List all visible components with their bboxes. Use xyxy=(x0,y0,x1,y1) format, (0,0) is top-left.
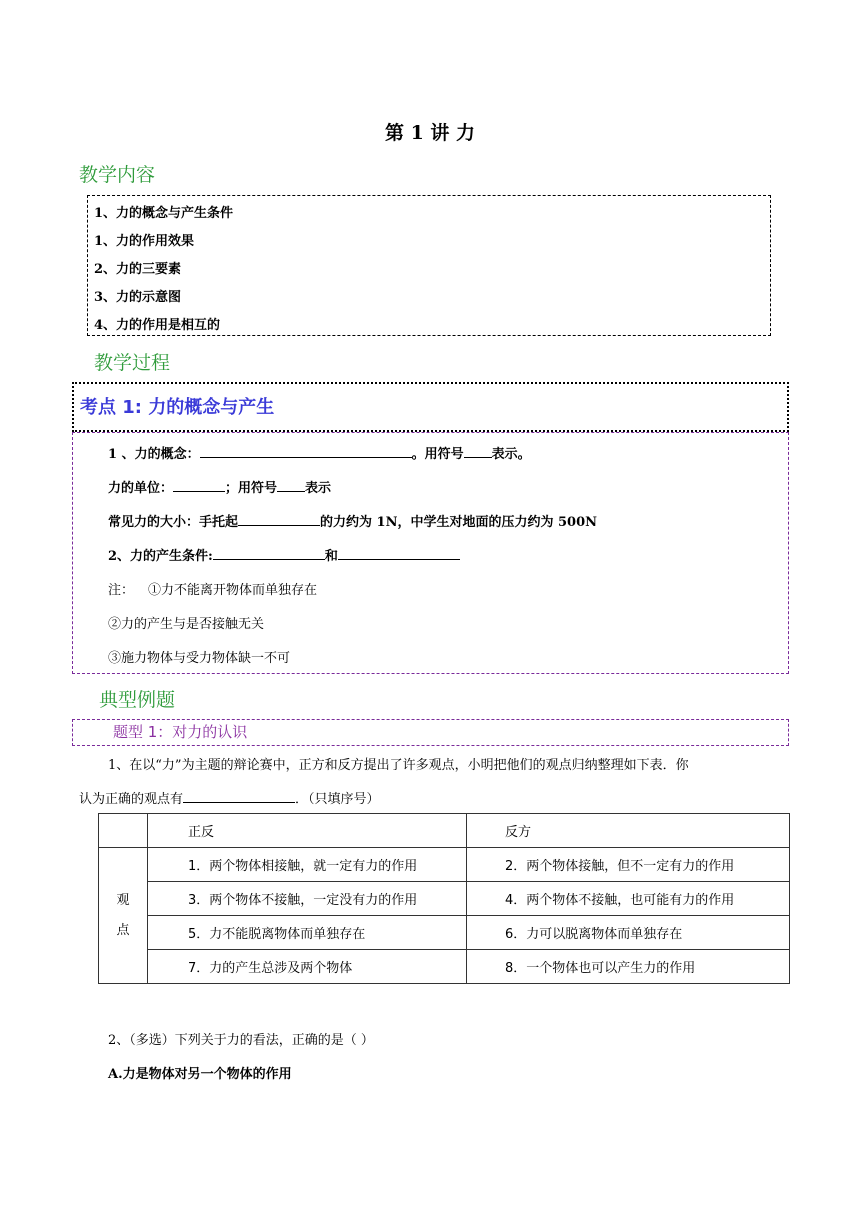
blank-unit-symbol xyxy=(277,477,305,492)
table-header-row xyxy=(99,814,790,848)
content-item: 3、力的示意图 xyxy=(94,290,182,305)
page-title: 第 1 讲 力 xyxy=(384,122,476,144)
content-list-box xyxy=(87,195,771,336)
blank-concept xyxy=(200,443,412,458)
example-type-box xyxy=(72,719,789,746)
table-row xyxy=(99,916,790,950)
table-row xyxy=(99,950,790,984)
note-2: ②力的产生与是否接触无关 xyxy=(108,617,265,632)
concept-line xyxy=(108,443,531,462)
question-1-line-2 xyxy=(79,788,380,807)
concept-label: 1 、力的概念： xyxy=(108,447,200,462)
table-cell: 1．两个物体相接触，就一定有力的作用 xyxy=(148,848,467,882)
viewpoints-table xyxy=(98,813,790,984)
section-heading-content: 教学内容 xyxy=(79,164,156,186)
blank-answer xyxy=(183,788,295,803)
table-cell: 7．力的产生总涉及两个物体 xyxy=(148,950,467,984)
concept-symbol-label: 。用符号 xyxy=(411,447,464,462)
table-cell: 3．两个物体不接触，一定没有力的作用 xyxy=(148,882,467,916)
unit-suffix: 表示 xyxy=(305,481,332,496)
table-header-right: 反方 xyxy=(467,814,790,848)
question-1-line-1: 1、在以“力”为主题的辩论赛中，正方和反方提出了许多观点，小明把他们的观点归纳整理如下表．你 xyxy=(108,758,689,773)
unit-line xyxy=(108,477,331,496)
question-2: 2、（多选）下列关于力的看法，正确的是（ ） xyxy=(108,1033,374,1048)
blank-condition-1 xyxy=(213,545,325,560)
table-row xyxy=(99,882,790,916)
magnitude-line xyxy=(108,511,597,530)
kaodian-header-box xyxy=(72,382,789,432)
question-1-suffix: ．（只填序号） xyxy=(295,792,380,807)
row-label-1: 观 xyxy=(116,892,130,908)
table-cell: 8．一个物体也可以产生力的作用 xyxy=(467,950,790,984)
section-heading-process: 教学过程 xyxy=(94,352,171,374)
condition-line xyxy=(108,545,460,564)
table-cell: 6．力可以脱离物体而单独存在 xyxy=(467,916,790,950)
condition-and: 和 xyxy=(324,549,338,564)
table-cell: 4．两个物体不接触，也可能有力的作用 xyxy=(467,882,790,916)
blank-condition-2 xyxy=(338,545,460,560)
table-row xyxy=(99,848,790,882)
table-row-label xyxy=(99,848,148,984)
content-item: 2、力的三要素 xyxy=(94,262,182,277)
content-item: 1、力的概念与产生条件 xyxy=(94,206,234,221)
table-cell: 2．两个物体接触，但不一定有力的作用 xyxy=(467,848,790,882)
kaodian-body-box xyxy=(72,432,789,674)
row-label-2: 点 xyxy=(116,922,130,938)
note-1: ①力不能离开物体而单独存在 xyxy=(148,583,318,598)
note-prefix: 注： xyxy=(108,583,135,598)
section-heading-examples: 典型例题 xyxy=(99,689,176,711)
blank-unit xyxy=(173,477,225,492)
unit-label: 力的单位： xyxy=(108,481,174,496)
table-cell: 5．力不能脱离物体而单独存在 xyxy=(148,916,467,950)
content-item: 1、力的作用效果 xyxy=(94,234,195,249)
example-type-title: 题型 1：对力的认识 xyxy=(113,723,248,741)
table-corner-cell xyxy=(99,814,148,848)
blank-symbol xyxy=(464,443,492,458)
table-header-left: 正反 xyxy=(148,814,467,848)
kaodian-title: 考点 1: 力的概念与产生 xyxy=(80,397,275,418)
unit-symbol-label: ；用符号 xyxy=(225,481,278,496)
concept-suffix: 表示。 xyxy=(491,447,531,462)
note-3: ③施力物体与受力物体缺一不可 xyxy=(108,651,291,666)
blank-magnitude xyxy=(238,511,320,526)
question-2-option-a: A.力是物体对另一个物体的作用 xyxy=(108,1067,292,1082)
magnitude-label: 常见力的大小：手托起 xyxy=(108,515,239,530)
magnitude-text: 的力约为 1N，中学生对地面的压力约为 500N xyxy=(320,515,598,530)
question-1-prompt: 认为正确的观点有 xyxy=(79,792,184,807)
content-item: 4、力的作用是相互的 xyxy=(94,318,221,333)
note-line-1 xyxy=(108,579,317,598)
condition-label: 2、力的产生条件: xyxy=(108,549,213,564)
